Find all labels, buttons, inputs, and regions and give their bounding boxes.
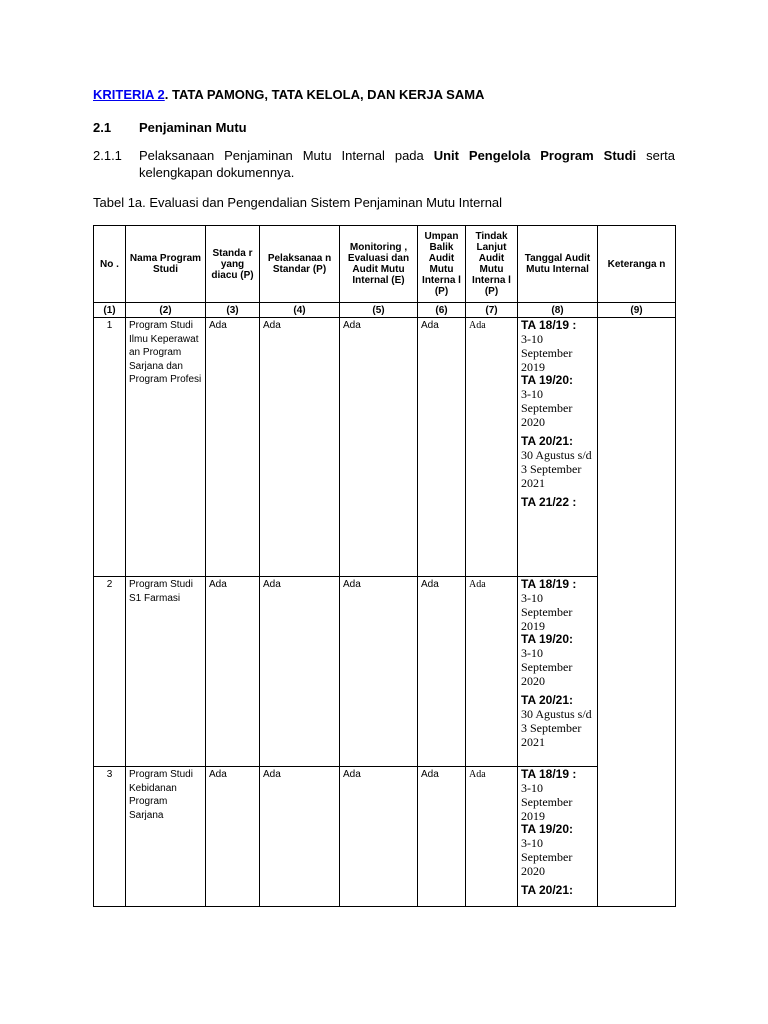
column-number: (3)	[206, 303, 260, 318]
umpan-balik-value: Ada	[418, 318, 466, 577]
ta-label: TA 20/21:	[521, 693, 574, 707]
column-number: (4)	[260, 303, 340, 318]
tindak-lanjut-value: Ada	[466, 577, 518, 767]
table-header-row	[94, 226, 676, 303]
ta-label: TA 18/19 :	[521, 767, 577, 781]
header-pelaksanaan-standar: Pelaksanaa n Standar (P)	[260, 226, 340, 303]
program-name: Program Studi S1 Farmasi	[126, 577, 206, 767]
column-number: (7)	[466, 303, 518, 318]
umpan-balik-value: Ada	[418, 767, 466, 907]
criteria-title: . TATA PAMONG, TATA KELOLA, DAN KERJA SAMA	[164, 87, 485, 102]
ta-label: TA 20/21:	[521, 434, 574, 448]
ta-label: TA 20/21:	[521, 883, 574, 897]
keterangan-cell	[598, 318, 676, 907]
column-number: (9)	[598, 303, 676, 318]
ta-date: 3-10 September 2019	[521, 591, 573, 633]
section-heading	[93, 120, 247, 135]
criteria-heading	[93, 87, 484, 102]
subsection-text-after: serta kelengkapan dokumennya.	[139, 148, 675, 180]
header-no: No .	[94, 226, 126, 303]
evaluation-table	[93, 225, 676, 907]
row-number: 1	[94, 318, 126, 577]
header-nama-program-studi: Nama Program Studi	[126, 226, 206, 303]
section-title: Penjaminan Mutu	[139, 120, 247, 135]
subsection-number: 2.1.1	[93, 148, 122, 163]
ta-label: TA 19/20:	[521, 632, 574, 646]
header-monitoring-evaluasi: Monitoring , Evaluasi dan Audit Mutu Internal (E)	[340, 226, 418, 303]
ta-date: 30 Agustus s/d 3 September 2021	[521, 448, 592, 490]
ta-date: 3-10 September 2019	[521, 332, 573, 374]
ta-date: 3-10 September 2019	[521, 781, 573, 823]
program-name: Program Studi Ilmu Keperawat an Program Sarjana dan Program Profesi	[126, 318, 206, 577]
ta-date: 3-10 September 2020	[521, 646, 573, 688]
standar-diacu-value: Ada	[206, 767, 260, 907]
table-row	[94, 318, 676, 577]
table-row	[94, 577, 676, 767]
subsection-paragraph	[93, 147, 675, 181]
header-standar-diacu: Standa r yang diacu (P)	[206, 226, 260, 303]
ta-label: TA 18/19 :	[521, 577, 577, 591]
standar-diacu-value: Ada	[206, 318, 260, 577]
pelaksanaan-value: Ada	[260, 318, 340, 577]
subsection-text	[139, 147, 675, 181]
criteria-link[interactable]: KRITERIA 2	[93, 87, 165, 102]
monitoring-value: Ada	[340, 577, 418, 767]
row-number: 3	[94, 767, 126, 907]
umpan-balik-value: Ada	[418, 577, 466, 767]
column-number-row	[94, 303, 676, 318]
tindak-lanjut-value: Ada	[466, 318, 518, 577]
audit-date-cell	[518, 318, 598, 577]
monitoring-value: Ada	[340, 318, 418, 577]
ta-label: TA 19/20:	[521, 822, 574, 836]
ta-label: TA 19/20:	[521, 373, 574, 387]
header-umpan-balik: Umpan Balik Audit Mutu Interna l (P)	[418, 226, 466, 303]
pelaksanaan-value: Ada	[260, 577, 340, 767]
column-number: (6)	[418, 303, 466, 318]
subsection-bold-text: Unit Pengelola Program Studi	[433, 148, 637, 163]
section-number: 2.1	[93, 120, 112, 135]
header-tanggal-audit: Tanggal Audit Mutu Internal	[518, 226, 598, 303]
column-number: (8)	[518, 303, 598, 318]
subsection-text-before: Pelaksanaan Penjaminan Mutu Internal pada	[139, 148, 434, 163]
program-name: Program Studi Kebidanan Program Sarjana	[126, 767, 206, 907]
header-keterangan: Keteranga n	[598, 226, 676, 303]
column-number: (2)	[126, 303, 206, 318]
ta-date: 3-10 September 2020	[521, 387, 573, 429]
ta-date: 30 Agustus s/d 3 September 2021	[521, 707, 592, 749]
column-number: (5)	[340, 303, 418, 318]
table-row	[94, 767, 676, 907]
ta-date: 3-10 September 2020	[521, 836, 573, 878]
standar-diacu-value: Ada	[206, 577, 260, 767]
audit-date-cell	[518, 577, 598, 767]
ta-label: TA 18/19 :	[521, 318, 577, 332]
pelaksanaan-value: Ada	[260, 767, 340, 907]
ta-label: TA 21/22 :	[521, 495, 577, 509]
table-caption: Tabel 1a. Evaluasi dan Pengendalian Sistem Penjaminan Mutu Internal	[93, 195, 503, 210]
header-tindak-lanjut: Tindak Lanjut Audit Mutu Interna l (P)	[466, 226, 518, 303]
audit-date-cell	[518, 767, 598, 907]
monitoring-value: Ada	[340, 767, 418, 907]
row-number: 2	[94, 577, 126, 767]
column-number: (1)	[94, 303, 126, 318]
tindak-lanjut-value: Ada	[466, 767, 518, 907]
